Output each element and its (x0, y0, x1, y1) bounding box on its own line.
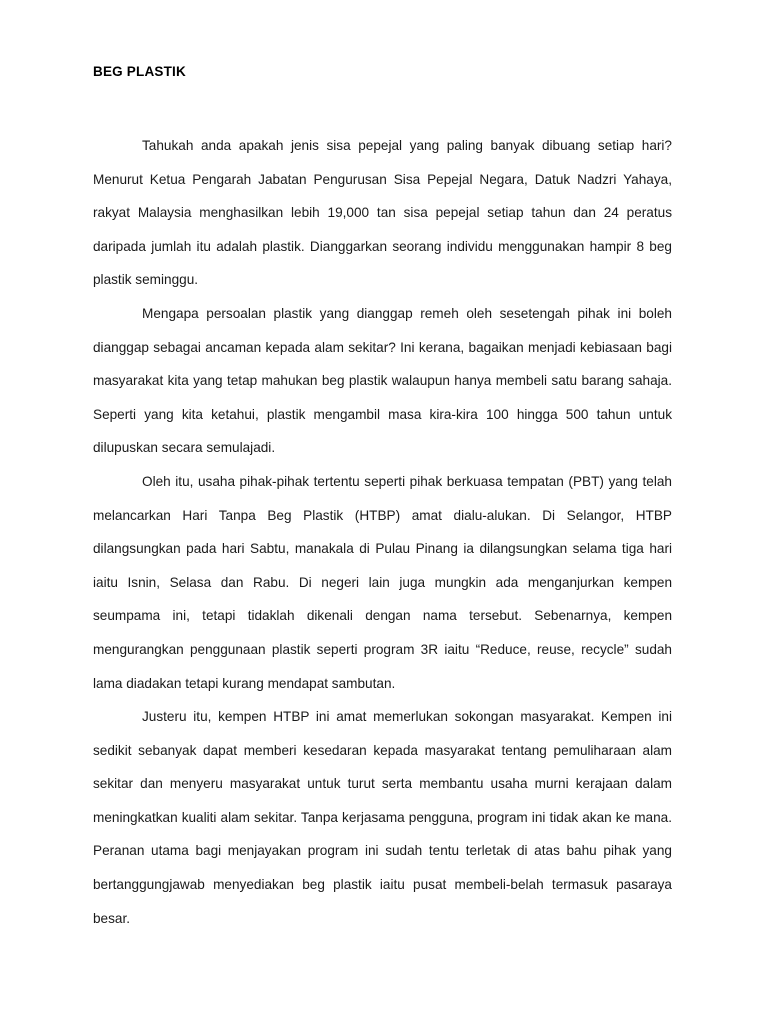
paragraph-3: Oleh itu, usaha pihak-pihak tertentu seperti pihak berkuasa tempatan (PBT) yang telah melancarkan Hari Tanpa Beg Plastik (HTBP) amat dialu-alukan. Di Selangor, HTBP dilangsungkan pada hari Sabtu, manakala di Pulau Pinang ia dilangsungkan selama tiga hari iaitu Isnin, Selasa dan Rabu. Di negeri lain juga mungkin ada menganjurkan kempen seumpama ini, tetapi tidaklah dikenali dengan nama tersebut. Sebenarnya, kempen mengurangkan penggunaan plastik seperti program 3R iaitu “Reduce, reuse, recycle” sudah lama diadakan tetapi kurang mendapat sambutan. (93, 473, 672, 691)
document-body (93, 129, 672, 935)
paragraph-2: Mengapa persoalan plastik yang dianggap remeh oleh sesetengah pihak ini boleh dianggap sebagai ancaman kepada alam sekitar? Ini kerana, bagaikan menjadi kebiasaan bagi masyarakat kita yang tetap mahukan beg plastik walaupun hanya membeli satu barang sahaja. Seperti yang kita ketahui, plastik mengambil masa kira-kira 100 hingga 500 tahun untuk dilupuskan secara semulajadi. (93, 305, 672, 456)
document-title: BEG PLASTIK (93, 64, 186, 79)
paragraph-4: Justeru itu, kempen HTBP ini amat memerlukan sokongan masyarakat. Kempen ini sedikit sebanyak dapat memberi kesedaran kepada masyarakat tentang pemuliharaan alam sekitar dan menyeru masyarakat untuk turut serta membantu usaha murni kerajaan dalam meningkatkan kualiti alam sekitar. Tanpa kerjasama pengguna, program ini tidak akan ke mana. Peranan utama bagi menjayakan program ini sudah tentu terletak di atas bahu pihak yang bertanggungjawab menyediakan beg plastik iaitu pusat membeli-belah termasuk pasaraya besar. (93, 709, 672, 926)
paragraph-1: Tahukah anda apakah jenis sisa pepejal yang paling banyak dibuang setiap hari? Menurut Ketua Pengarah Jabatan Pengurusan Sisa Pepejal Negara, Datuk Nadzri Yahaya, rakyat Malaysia menghasilkan lebih 19,000 tan sisa pepejal setiap tahun dan 24 peratus daripada jumlah itu adalah plastik. Dianggarkan seorang individu menggunakan hampir 8 beg plastik seminggu. (93, 138, 672, 288)
